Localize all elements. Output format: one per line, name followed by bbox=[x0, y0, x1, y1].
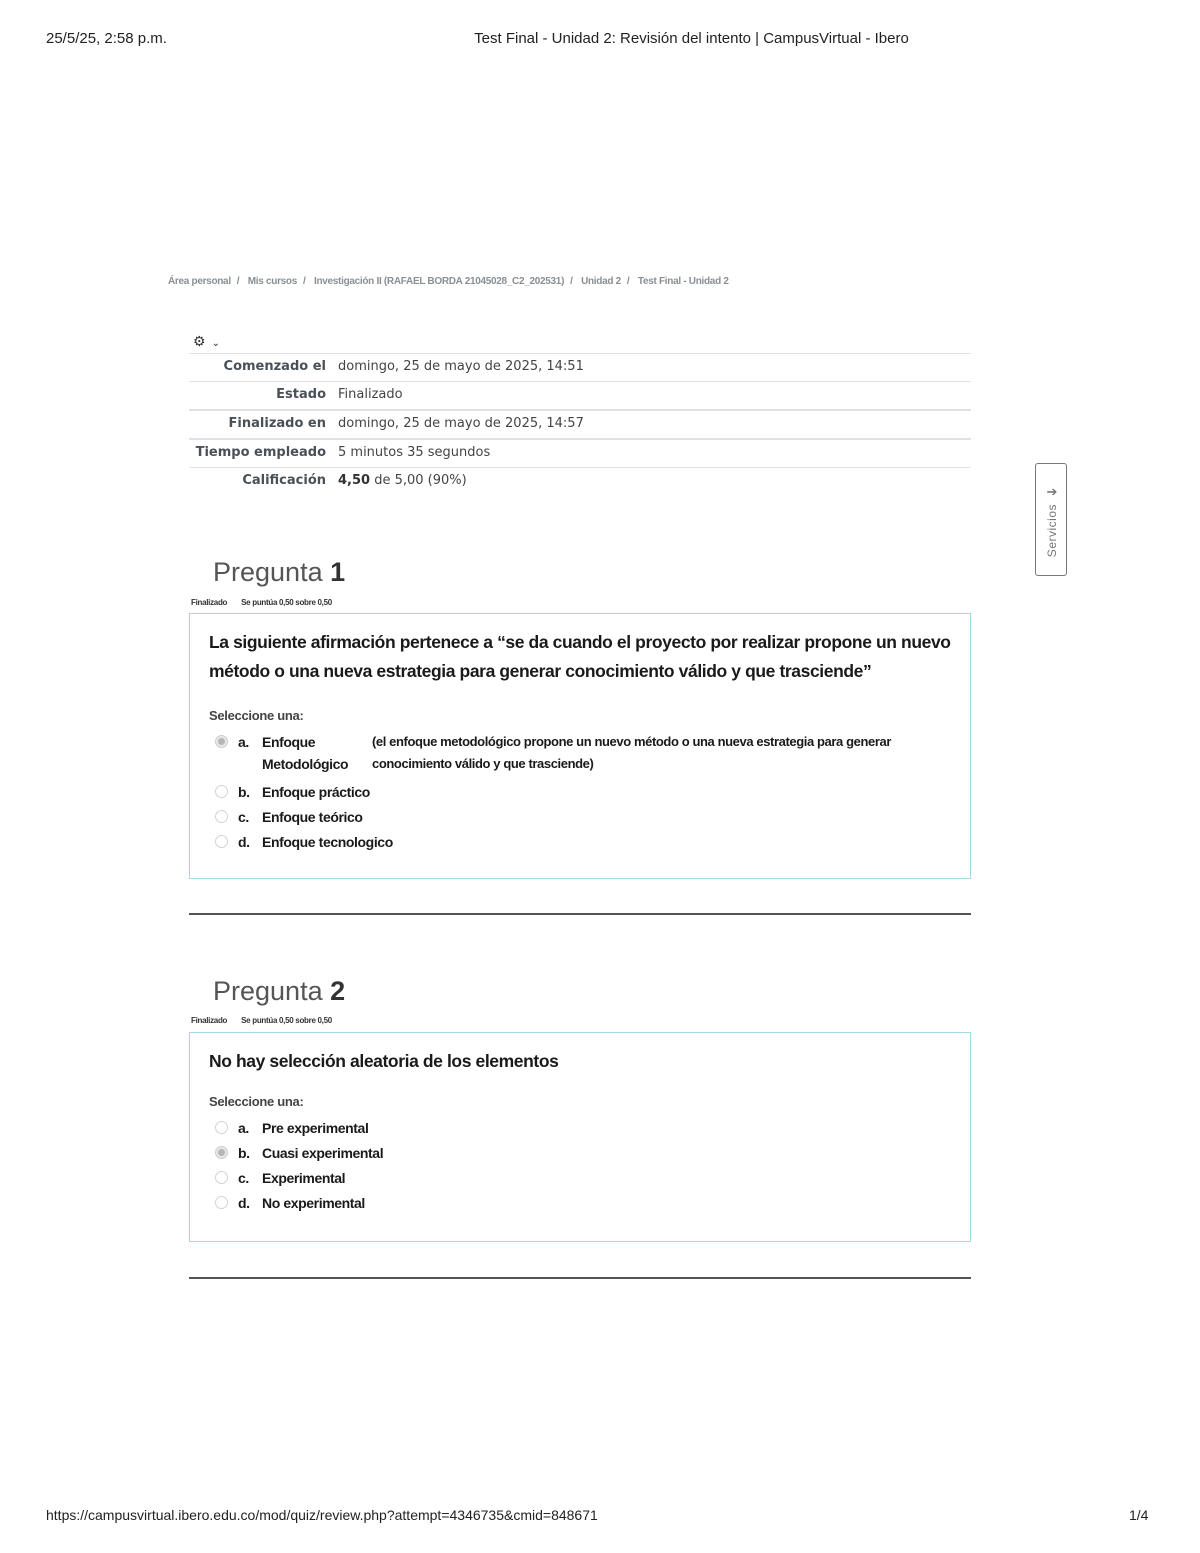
radio-button[interactable] bbox=[215, 1196, 228, 1209]
option-label: Enfoque teórico bbox=[262, 809, 363, 825]
summary-row-grade bbox=[189, 468, 971, 496]
grade-score: 4,50 bbox=[338, 473, 371, 488]
option-letter: a. bbox=[238, 734, 249, 750]
breadcrumb-item-course[interactable]: Investigación II (RAFAEL BORDA 21045028_C2_202531) bbox=[313, 276, 565, 287]
print-date: 25/5/25, 2:58 p.m. bbox=[46, 30, 167, 47]
question-state: Finalizado bbox=[191, 1016, 228, 1025]
question-number: 2 bbox=[330, 976, 346, 1006]
option-label: Cuasi experimental bbox=[262, 1145, 384, 1161]
option-label: Experimental bbox=[262, 1170, 346, 1186]
answer-option[interactable] bbox=[209, 731, 951, 775]
breadcrumb-item-unit[interactable]: Unidad 2 bbox=[581, 276, 621, 287]
breadcrumb-separator: / bbox=[570, 276, 573, 287]
option-letter: c. bbox=[238, 809, 249, 825]
summary-value: 5 minutos 35 segundos bbox=[332, 439, 971, 468]
radio-button[interactable] bbox=[215, 1146, 228, 1159]
question-divider bbox=[189, 1277, 971, 1279]
question-heading bbox=[213, 976, 345, 1007]
answer-options bbox=[209, 731, 951, 853]
answer-option[interactable] bbox=[209, 831, 951, 853]
question-info bbox=[191, 1016, 332, 1025]
answer-option[interactable] bbox=[209, 1117, 951, 1139]
radio-button[interactable] bbox=[215, 785, 228, 798]
radio-button[interactable] bbox=[215, 835, 228, 848]
breadcrumb-item-area-personal[interactable]: Área personal bbox=[168, 276, 231, 287]
answer-prompt: Seleccione una: bbox=[209, 1094, 304, 1109]
summary-value: domingo, 25 de mayo de 2025, 14:51 bbox=[332, 354, 971, 382]
radio-button[interactable] bbox=[215, 1171, 228, 1184]
answer-option[interactable] bbox=[209, 1167, 951, 1189]
question-number: 1 bbox=[330, 557, 346, 587]
print-page-number: 1/4 bbox=[1129, 1507, 1149, 1523]
summary-row-finished bbox=[189, 410, 971, 439]
answer-option[interactable] bbox=[209, 806, 951, 828]
answer-options bbox=[209, 1117, 951, 1214]
servicios-side-tab[interactable] bbox=[1035, 463, 1067, 576]
answer-option[interactable] bbox=[209, 1142, 951, 1164]
breadcrumb-item-quiz[interactable]: Test Final - Unidad 2 bbox=[637, 276, 729, 287]
question-grade: Se puntúa 0,50 sobre 0,50 bbox=[241, 1016, 332, 1025]
option-label: Enfoque Metodológico bbox=[262, 734, 349, 772]
summary-value: domingo, 25 de mayo de 2025, 14:57 bbox=[332, 410, 971, 439]
radio-button[interactable] bbox=[215, 735, 228, 748]
option-label: No experimental bbox=[262, 1195, 365, 1211]
question-divider bbox=[189, 913, 971, 915]
question-text: La siguiente afirmación pertenece a “se da cuando el proyecto por realizar propone un nuevo método o una nueva estrategia para generar conocimiento válido y que trasciende” bbox=[209, 632, 951, 681]
option-letter: d. bbox=[238, 1195, 250, 1211]
summary-label: Comenzado el bbox=[189, 354, 332, 382]
question-text: No hay selección aleatoria de los elementos bbox=[209, 1051, 559, 1071]
option-letter: a. bbox=[238, 1120, 249, 1136]
attempt-summary-table bbox=[189, 353, 971, 495]
breadcrumb bbox=[168, 276, 729, 287]
arrow-right-icon: ➔ bbox=[1046, 483, 1058, 499]
answer-option[interactable] bbox=[209, 781, 951, 803]
radio-button[interactable] bbox=[215, 1121, 228, 1134]
radio-button[interactable] bbox=[215, 810, 228, 823]
breadcrumb-separator: / bbox=[626, 276, 630, 287]
actions-menu-button[interactable] bbox=[193, 333, 220, 350]
summary-row-time bbox=[189, 439, 971, 468]
breadcrumb-separator: / bbox=[236, 276, 240, 287]
option-letter: d. bbox=[238, 834, 250, 850]
question-info bbox=[191, 598, 332, 607]
breadcrumb-item-mis-cursos[interactable]: Mis cursos bbox=[247, 276, 298, 287]
grade-total: de 5,00 (90%) bbox=[370, 473, 467, 488]
question-heading-word: Pregunta bbox=[213, 976, 323, 1006]
print-url: https://campusvirtual.ibero.edu.co/mod/quiz/review.php?attempt=4346735&cmid=848671 bbox=[46, 1507, 598, 1523]
summary-row-state bbox=[189, 382, 971, 411]
answer-prompt: Seleccione una: bbox=[209, 708, 304, 723]
chevron-down-icon: ⌄ bbox=[211, 338, 220, 349]
gear-icon: ⚙ bbox=[193, 333, 206, 349]
summary-label: Tiempo empleado bbox=[189, 439, 332, 468]
breadcrumb-separator: / bbox=[303, 276, 306, 287]
question-content bbox=[189, 1032, 971, 1242]
print-page-title: Test Final - Unidad 2: Revisión del intento | CampusVirtual - Ibero bbox=[474, 30, 909, 47]
summary-label: Estado bbox=[189, 382, 332, 411]
question-content bbox=[189, 613, 971, 879]
option-letter: b. bbox=[238, 1145, 250, 1161]
option-feedback: (el enfoque metodológico propone un nuevo método o una nueva estrategia para generar conocimiento válido y que trasciende) bbox=[372, 734, 891, 771]
summary-label: Calificación bbox=[189, 468, 332, 496]
option-label: Pre experimental bbox=[262, 1120, 369, 1136]
option-label: Enfoque tecnologico bbox=[262, 834, 393, 850]
print-header bbox=[0, 30, 1200, 50]
option-label: Enfoque práctico bbox=[262, 784, 370, 800]
option-letter: b. bbox=[238, 784, 250, 800]
answer-option[interactable] bbox=[209, 1192, 951, 1214]
summary-value: Finalizado bbox=[332, 382, 971, 411]
summary-value bbox=[332, 468, 971, 496]
question-heading-word: Pregunta bbox=[213, 557, 323, 587]
question-grade: Se puntúa 0,50 sobre 0,50 bbox=[241, 598, 332, 607]
question-state: Finalizado bbox=[191, 598, 228, 607]
servicios-label: Servicios bbox=[1045, 503, 1059, 558]
question-heading bbox=[213, 557, 345, 588]
option-letter: c. bbox=[238, 1170, 249, 1186]
summary-label: Finalizado en bbox=[189, 410, 332, 439]
summary-row-started bbox=[189, 354, 971, 382]
